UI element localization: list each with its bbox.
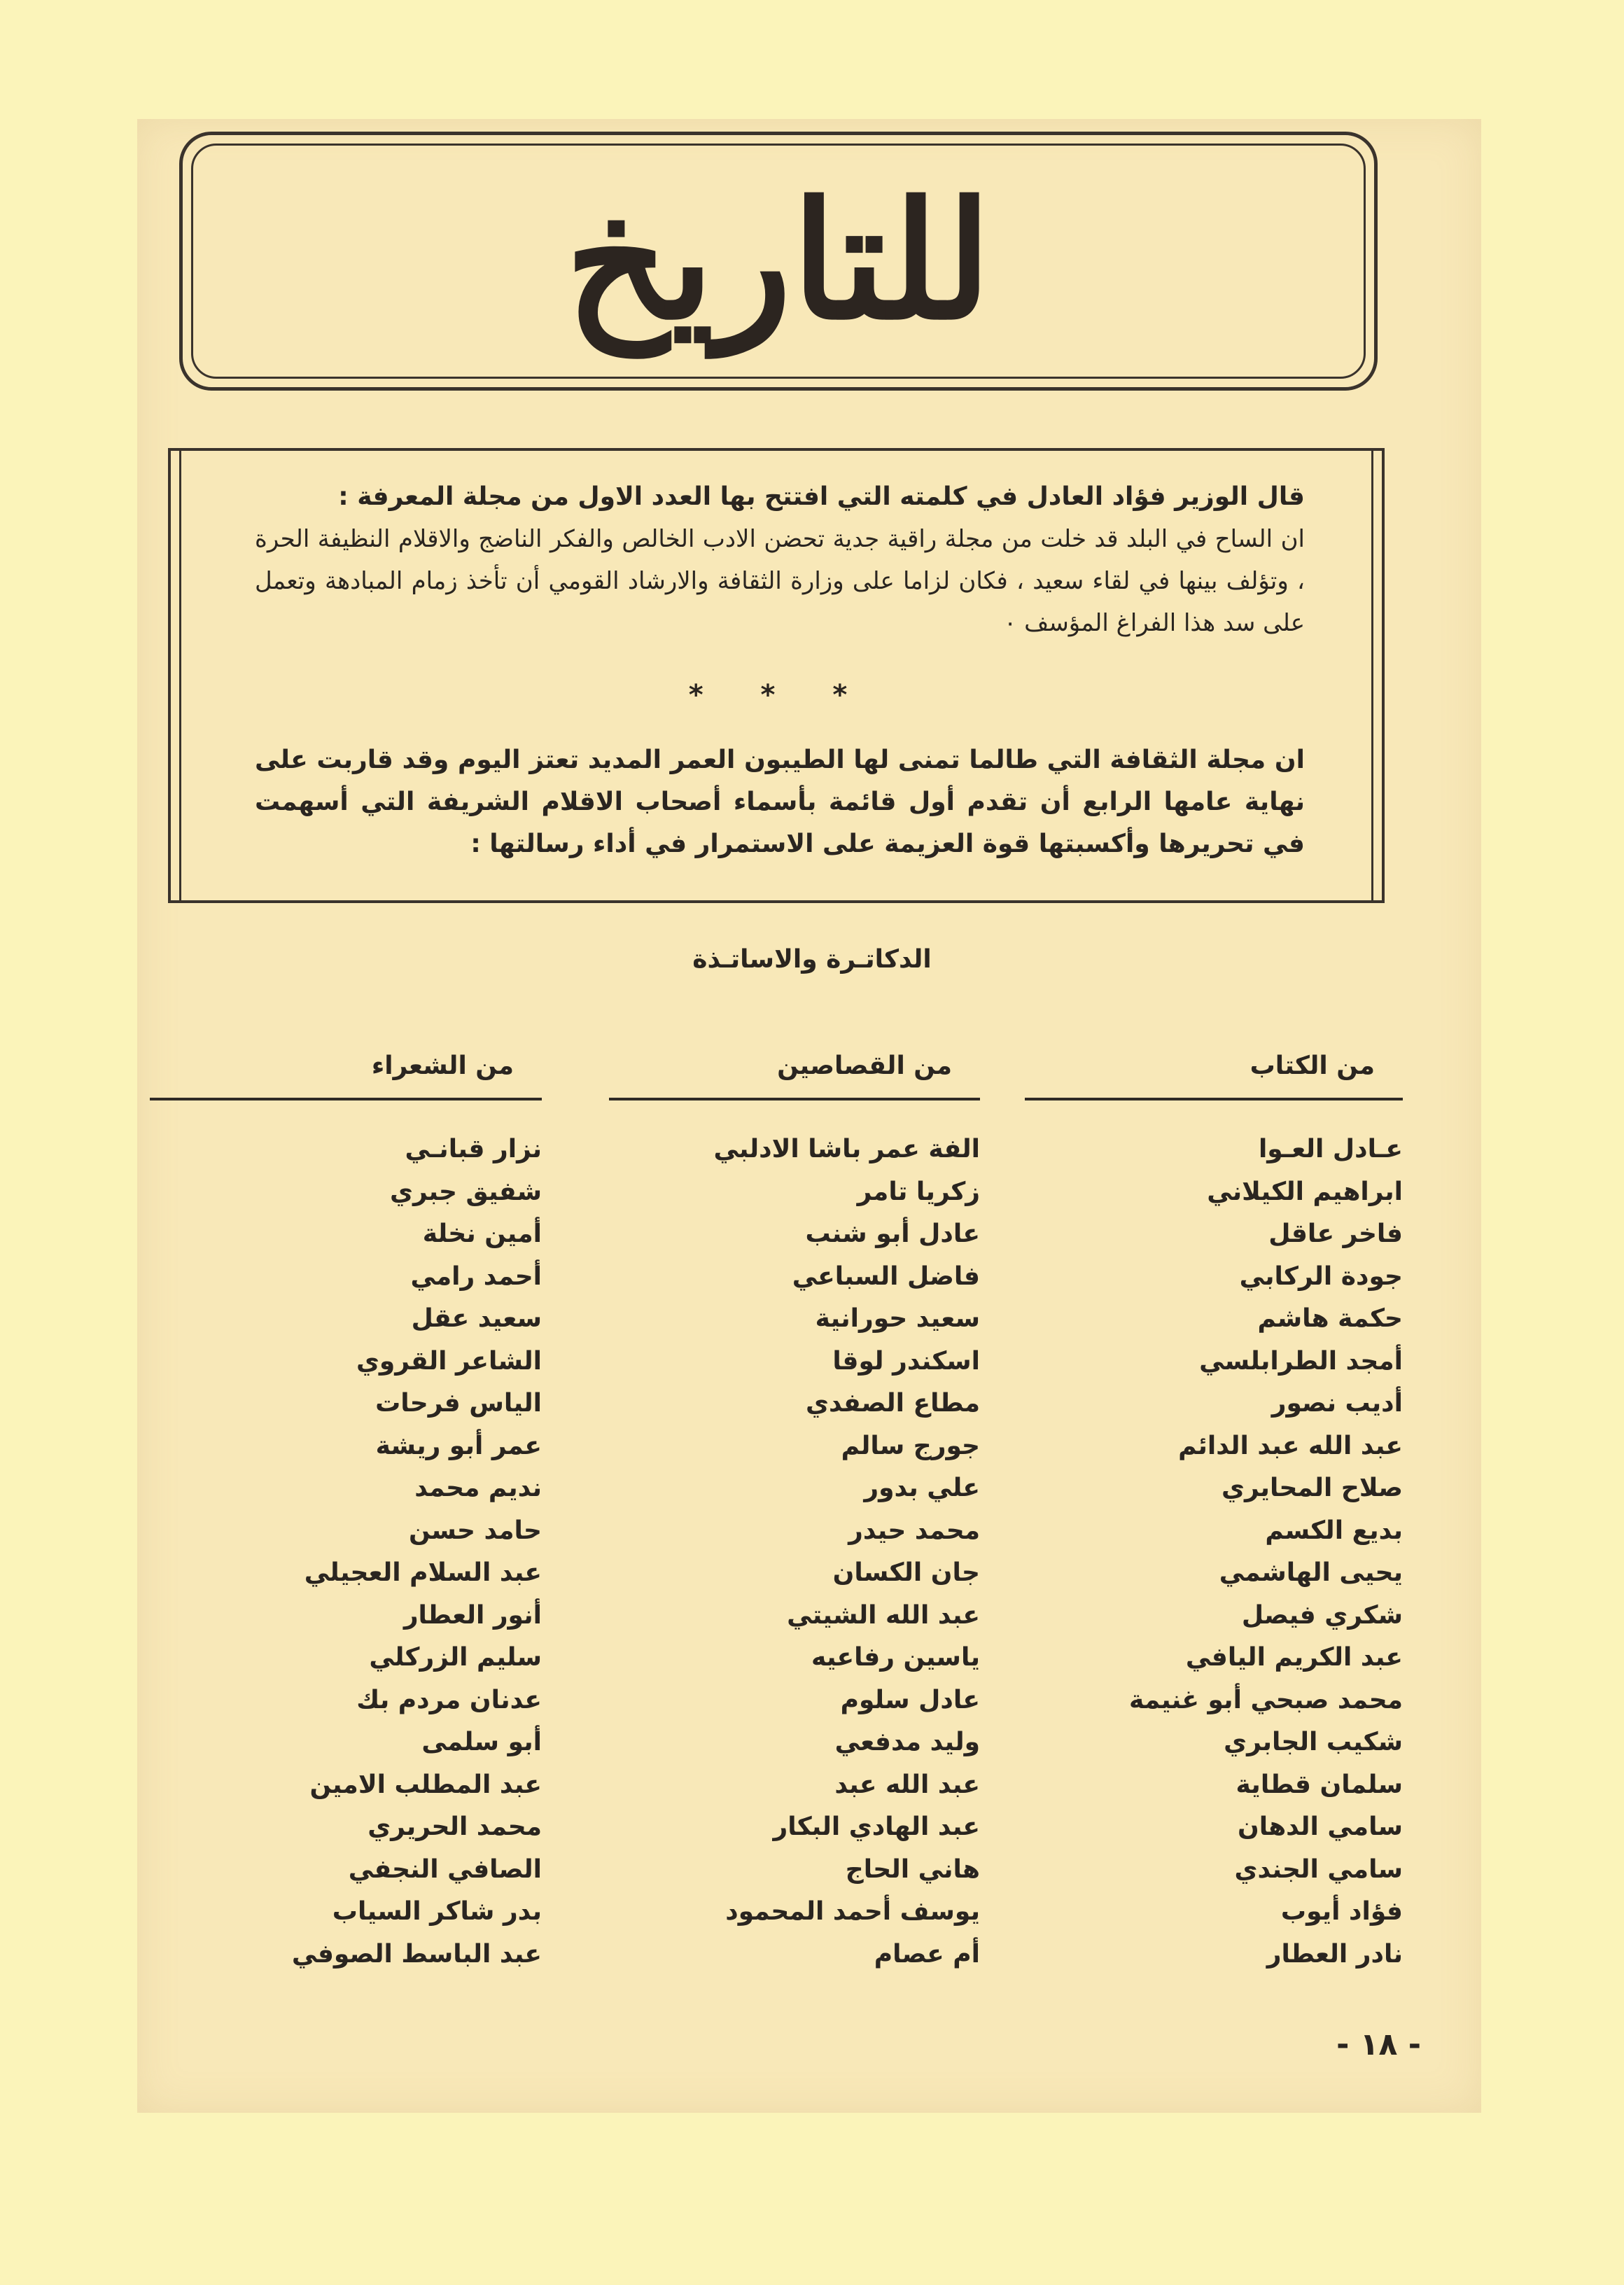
separator-stars: * * * (688, 679, 872, 711)
name-item: عمر أبو ريشة (375, 1431, 542, 1460)
storytellers-column (644, 1043, 980, 1976)
intro-closing: ان مجلة الثقافة التي طالما تمنى لها الطيبون العمر المديد تعتز اليوم وقد قاربت على نهاية عامها الرابع أن تقدم أول قائمة بأسماء أصحاب الاقلام الشريفة التي أسهمت في تحريرها وأكسبتها قوة العزيمة على الاستمرار في أداء رسالتها : (255, 746, 1305, 858)
storytellers-header: من القصاصين (777, 1051, 952, 1080)
name-item: شكيب الجابري (1224, 1728, 1403, 1756)
name-item: عـادل العـوا (1258, 1135, 1403, 1164)
name-item: أم عصام (874, 1939, 980, 1969)
name-item: وليد مدفعي (834, 1728, 980, 1756)
writers-list (1067, 1128, 1403, 1976)
name-item: أمجد الطرابلسي (1199, 1346, 1403, 1376)
name-item: هاني الحاج (845, 1854, 980, 1884)
title-frame (179, 132, 1378, 391)
name-item: الشاعر القروي (356, 1346, 542, 1376)
name-item: أحمد رامي (410, 1262, 542, 1291)
name-item: سعيد حورانية (815, 1304, 980, 1333)
name-item: محمد صبحي أبو غنيمة (1129, 1685, 1403, 1714)
name-item: شفيق جبري (389, 1177, 542, 1206)
name-item: نادر العطار (1266, 1939, 1403, 1969)
section-subtitle: الدكاتـرة والاساتـذة (692, 945, 932, 974)
name-item: سعيد عقل (411, 1304, 542, 1333)
name-item: حكمة هاشم (1257, 1304, 1403, 1333)
name-item: فاضل السباعي (792, 1262, 980, 1291)
name-item: جورج سالم (841, 1431, 980, 1460)
writers-header: من الكتاب (1250, 1051, 1375, 1080)
name-item: نزار قبانـي (405, 1135, 542, 1164)
name-item: سامي الجندي (1234, 1854, 1403, 1884)
name-item: سامي الدهان (1237, 1812, 1403, 1841)
intro-box (168, 448, 1385, 903)
name-item: بديع الكسم (1265, 1516, 1403, 1545)
name-item: سلمان قطاية (1236, 1770, 1403, 1799)
name-item: عادل أبو شنب (805, 1220, 980, 1248)
intro-content (255, 476, 1305, 865)
name-item: صلاح المحايري (1222, 1474, 1403, 1502)
name-item: عادل سلوم (840, 1685, 980, 1714)
page-number: - ١٨ - (1336, 2027, 1421, 2062)
name-item: شكري فيصل (1241, 1600, 1403, 1630)
poets-column (192, 1043, 542, 1976)
name-item: عبد الكريم اليافي (1185, 1643, 1403, 1672)
name-item: عبد الله عبد (834, 1770, 980, 1799)
name-item: محمد حيدر (848, 1516, 980, 1545)
name-item: جان الكسان (832, 1558, 980, 1587)
writers-divider (1025, 1098, 1403, 1100)
name-item: عبد الباسط الصوفي (291, 1939, 542, 1969)
name-item: أمين نخلة (422, 1220, 542, 1248)
name-item: نديم محمد (414, 1474, 542, 1502)
name-item: بدر شاكر السياب (332, 1897, 542, 1926)
intro-lead: قال الوزير فؤاد العادل في كلمته التي افتتح بها العدد الاول من مجلة المعرفة : (338, 482, 1305, 511)
poets-divider (150, 1098, 542, 1100)
name-item: محمد الحريري (368, 1812, 542, 1841)
poets-header: من الشعراء (371, 1051, 514, 1080)
writers-column (1067, 1043, 1403, 1976)
name-item: الفة عمر باشا الادلبي (713, 1135, 980, 1164)
name-item: ياسين رفاعيه (811, 1643, 980, 1672)
name-item: عبد الله الشيتي (787, 1600, 980, 1630)
storytellers-divider (609, 1098, 980, 1100)
name-item: الياس فرحات (375, 1389, 542, 1418)
name-item: أنور العطار (403, 1600, 542, 1630)
name-item: أبو سلمى (421, 1728, 542, 1756)
name-item: حامد حسن (408, 1516, 542, 1545)
name-item: فؤاد أيوب (1280, 1897, 1403, 1926)
name-item: يحيى الهاشمي (1219, 1558, 1403, 1587)
name-item: فاخر عاقل (1268, 1220, 1403, 1248)
name-item: عبد المطلب الامين (309, 1770, 542, 1799)
page-title: للتاريخ (565, 167, 992, 356)
poets-list (192, 1128, 542, 1976)
storytellers-list (644, 1128, 980, 1976)
name-item: ابراهيم الكيلاني (1207, 1177, 1403, 1206)
name-item: جودة الركابي (1239, 1262, 1403, 1291)
name-item: الصافي النجفي (348, 1854, 542, 1884)
name-item: عبد السلام العجيلي (304, 1558, 542, 1587)
name-item: عدنان مردم بك (356, 1685, 542, 1714)
name-item: مطاع الصفدي (805, 1389, 980, 1418)
name-item: أديب نصور (1271, 1389, 1403, 1418)
name-item: اسكندر لوقا (832, 1346, 980, 1376)
name-item: علي بدور (864, 1474, 980, 1502)
name-item: عبد الهادي البكار (773, 1812, 980, 1841)
intro-body: ان الساح في البلد قد خلت من مجلة راقية جدية تحضن الادب الخالص والفكر الناضج والاقلام النظيفة الحرة ، وتؤلف بينها في لقاء سعيد ، فكان لزاما على وزارة الثقافة والارشاد القومي أن تأخذ زمام المبادهة وتعمل على سد هذا الفراغ المؤسف ٠ (255, 525, 1305, 637)
name-item: عبد الله عبد الدائم (1178, 1431, 1403, 1460)
name-item: زكريا تامر (857, 1177, 980, 1206)
name-item: سليم الزركلي (369, 1643, 542, 1672)
name-item: يوسف أحمد المحمود (725, 1897, 980, 1926)
